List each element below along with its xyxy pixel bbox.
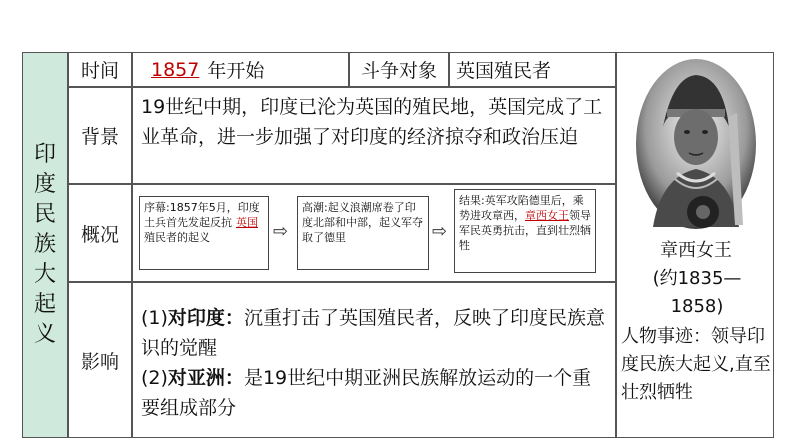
overview-box-prelude [139,196,269,270]
portrait-dates: (约1835—1858) [652,268,742,317]
row-label-overview: 概况 [68,184,132,282]
result-fill: 章西女王 [525,209,569,222]
impact-india [141,303,607,363]
overview-box-result [454,189,596,273]
side-title-char: 族 [33,232,56,257]
row-label-background: 背景 [68,87,132,184]
target-value: 英国殖民者 [449,52,616,87]
side-title-char: 大 [33,262,56,287]
time-year: 1857 [151,58,200,81]
impact-india-prefix: (1) [141,307,168,329]
arrow-right-icon: ⇨ [432,221,448,242]
impact-asia-text: 是19世纪中期亚洲民族解放运动的一个重要组成部分 [141,367,592,419]
portrait-name: 章西女王 [660,240,732,261]
side-title-char: 民 [33,202,56,227]
prelude-text: 序幕:1857年5月，印度土兵首先发起反抗 [144,201,260,229]
result-text: 结果:英军攻陷德里后，乘势进攻章西， [459,194,584,222]
overview-cell [132,184,616,282]
impact-asia [141,363,607,423]
time-cell [132,52,349,87]
side-title-char: 起 [33,292,56,317]
result-text-end: 领导军民英勇抗击，直到壮烈牺牲 [459,209,591,252]
portrait-image [633,57,759,231]
arrow-right-icon: ⇨ [273,221,289,242]
side-title-char: 度 [33,172,56,197]
side-title-char: 印 [33,142,56,167]
prelude-text-end: 殖民者的起义 [144,231,210,244]
time-suffix: 年开始 [207,60,265,82]
target-label: 斗争对象 [349,52,449,87]
impact-asia-label: 对亚洲： [167,367,244,389]
prelude-fill: 英国 [236,216,258,229]
portrait-deeds: 人物事迹：领导印度民族大起义,直至壮烈牺牲 [621,326,771,403]
row-label-impact: 影响 [68,282,132,438]
impact-cell [132,282,616,438]
row-label-time: 时间 [68,52,132,87]
portrait-panel [616,52,774,438]
impact-india-label: 对印度： [167,307,244,329]
impact-india-text: 沉重打击了英国殖民者，反映了印度民族意识的觉醒 [141,307,605,359]
side-title [22,52,68,438]
impact-asia-prefix: (2) [141,367,168,389]
background-text: 19世纪中期，印度已沦为英国的殖民地，英国完成了工业革命，进一步加强了对印度的经济掠夺和政治压迫 [132,87,616,184]
overview-box-climax: 高潮:起义浪潮席卷了印度北部和中部，起义军夺取了德里 [297,196,429,270]
side-title-char: 义 [33,322,56,347]
